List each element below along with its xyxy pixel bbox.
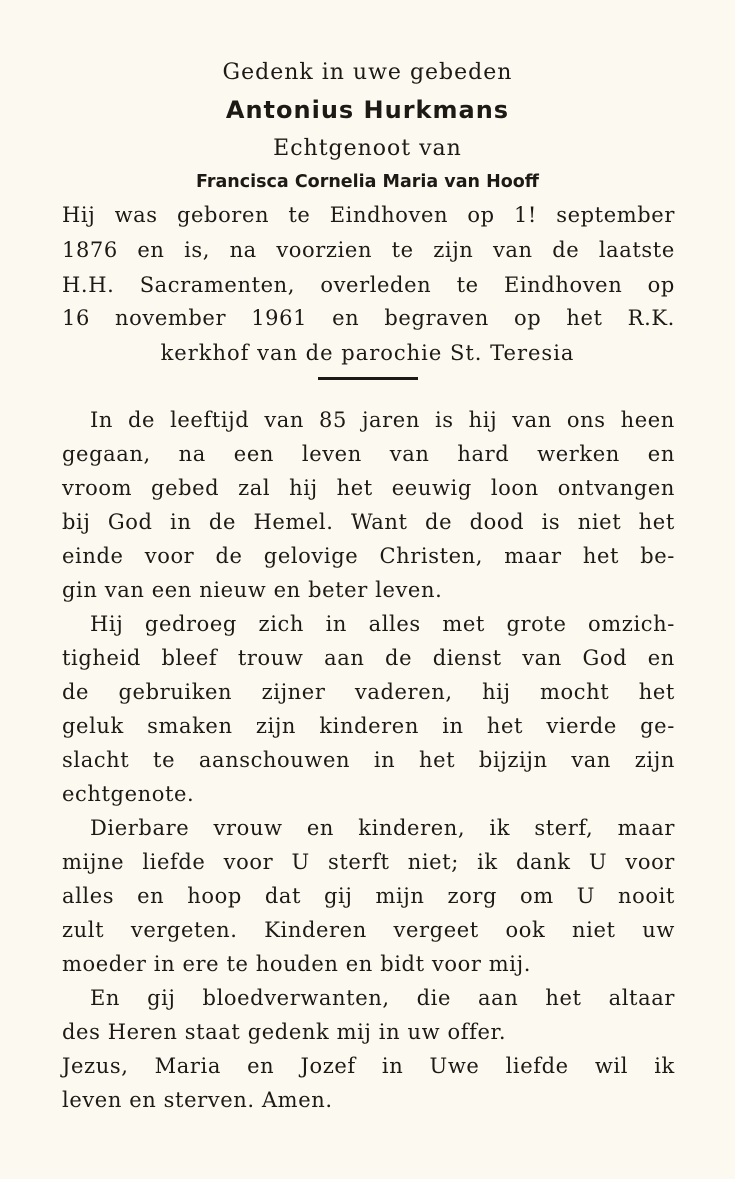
word: Jozef <box>300 1054 356 1078</box>
word: gij <box>147 986 176 1010</box>
word: in <box>381 1054 404 1078</box>
word: het <box>638 510 675 534</box>
word: november <box>115 306 227 330</box>
word: de <box>552 238 580 262</box>
word: de <box>62 680 90 704</box>
word: in <box>373 748 396 772</box>
word: en <box>137 238 165 262</box>
word: eeuwig <box>391 476 472 500</box>
word: het <box>566 306 603 330</box>
word: altaar <box>608 986 675 1010</box>
word: zijner <box>261 680 326 704</box>
paragraph-line <box>62 444 675 465</box>
word: van <box>264 408 305 432</box>
word: zijn <box>433 238 474 262</box>
paragraph-line: leven en sterven. Amen. <box>62 1088 333 1112</box>
word: het <box>545 986 582 1010</box>
word: ik <box>654 1054 675 1078</box>
word: het <box>336 476 373 500</box>
word: einde <box>62 544 124 568</box>
word: vaderen, <box>354 680 453 704</box>
word: te <box>391 238 414 262</box>
word: is, <box>184 238 211 262</box>
word: niet; <box>407 850 459 874</box>
bio-line: kerkhof van de parochie St. Teresia <box>160 341 575 365</box>
word: kinderen <box>319 714 419 738</box>
word: gebed <box>151 476 220 500</box>
word: het <box>486 714 524 738</box>
word: alles <box>368 612 421 636</box>
word: is <box>434 408 454 432</box>
word: Jezus, <box>62 1054 129 1078</box>
word: Maria <box>154 1054 221 1078</box>
word: 1961 <box>251 306 308 330</box>
word: sterft <box>327 850 390 874</box>
word: R.K. <box>627 306 675 330</box>
word: voor <box>144 544 195 568</box>
word: leven <box>301 442 362 466</box>
word: Hij <box>90 612 124 636</box>
word: en <box>332 306 360 330</box>
deceased-name: Antonius Hurkmans <box>225 96 510 124</box>
word: be- <box>640 544 675 568</box>
word: 85 <box>319 408 347 432</box>
word: zich <box>258 612 305 636</box>
word: om <box>520 884 554 908</box>
word: laatste <box>598 238 675 262</box>
word: de <box>425 510 453 534</box>
word: gedroeg <box>144 612 237 636</box>
bio-line <box>62 275 675 296</box>
bio-line <box>62 308 675 329</box>
paragraph-line <box>62 682 675 703</box>
word: ik <box>489 816 511 840</box>
word: bleef <box>161 646 218 670</box>
word: zijn <box>255 714 297 738</box>
word: de <box>208 510 236 534</box>
word: vergeet <box>393 918 479 942</box>
word: zorg <box>447 884 498 908</box>
word: bloedverwanten, <box>202 986 390 1010</box>
word: dank <box>515 850 571 874</box>
paragraph-line <box>62 1056 675 1077</box>
word: gij <box>324 884 353 908</box>
word: ge- <box>640 714 675 738</box>
word: vierde <box>546 714 617 738</box>
word: 1! <box>513 203 537 227</box>
word: een <box>233 442 274 466</box>
word: maar <box>504 544 562 568</box>
word: zult <box>62 918 105 942</box>
paragraph-line: moeder in ere te houden en bidt voor mij. <box>62 952 531 976</box>
word: Kinderen <box>264 918 367 942</box>
word: wil <box>594 1054 629 1078</box>
paragraph-line <box>90 410 675 431</box>
paragraph-line: echtgenote. <box>62 782 195 806</box>
bio-line <box>62 240 675 261</box>
word: van <box>492 238 533 262</box>
paragraph-line <box>62 886 675 907</box>
word: na <box>229 238 257 262</box>
word: omzich- <box>588 612 675 636</box>
word: liefde <box>142 850 206 874</box>
paragraph-line <box>62 648 675 669</box>
word: dood <box>469 510 525 534</box>
word: H.H. <box>62 273 115 297</box>
paragraph-line <box>62 852 675 873</box>
word: en <box>647 646 675 670</box>
word: de <box>385 646 413 670</box>
word: aan <box>478 986 519 1010</box>
word: in <box>442 714 464 738</box>
word: in <box>325 612 348 636</box>
intro-text: Gedenk in uwe gebeden <box>222 60 513 85</box>
word: kinderen, <box>358 816 466 840</box>
word: In <box>90 408 114 432</box>
word: niet <box>572 918 616 942</box>
word: na <box>178 442 206 466</box>
word: grote <box>506 612 567 636</box>
word: God <box>107 510 153 534</box>
word: van <box>522 646 562 670</box>
word: bijzijn <box>478 748 548 772</box>
word: ik <box>477 850 498 874</box>
word: liefde <box>505 1054 569 1078</box>
word: slacht <box>62 748 130 772</box>
word: september <box>556 203 675 227</box>
word: Christen, <box>379 544 484 568</box>
word: U <box>291 850 310 874</box>
word: gegaan, <box>62 442 151 466</box>
word: van <box>389 442 430 466</box>
word: met <box>442 612 485 636</box>
word: loon <box>490 476 539 500</box>
word: te <box>288 203 311 227</box>
word: vrouw <box>213 816 283 840</box>
paragraph-line: gin van een nieuw en beter leven. <box>62 578 443 602</box>
word: gebruiken <box>118 680 233 704</box>
word: 1876 <box>62 238 118 262</box>
word: U <box>588 850 608 874</box>
word: gelovige <box>263 544 359 568</box>
word: mocht <box>540 680 610 704</box>
paragraph-line <box>90 614 675 635</box>
word: Eindhoven <box>329 203 449 227</box>
paragraph-line <box>62 512 675 533</box>
spouse-name: Francisca Cornelia Maria van Hooff <box>196 172 539 192</box>
word: vergeten. <box>130 918 238 942</box>
word: Hemel. <box>253 510 334 534</box>
word: geluk <box>62 714 124 738</box>
word: aanschouwen <box>198 748 351 772</box>
word: van <box>571 748 612 772</box>
word: ons <box>566 408 606 432</box>
word: geboren <box>176 203 270 227</box>
word: te <box>456 273 479 297</box>
word: mijn <box>375 884 425 908</box>
word: nooit <box>618 884 675 908</box>
word: Eindhoven <box>503 273 623 297</box>
word: van <box>512 408 552 432</box>
word: te <box>153 748 176 772</box>
word: de <box>128 408 156 432</box>
word: Uwe <box>429 1054 480 1078</box>
word: voorzien <box>276 238 373 262</box>
word: smaken <box>147 714 233 738</box>
word: voor <box>223 850 274 874</box>
word: die <box>416 986 452 1010</box>
word: het <box>582 544 620 568</box>
word: in <box>170 510 192 534</box>
paragraph-line <box>62 716 675 737</box>
paragraph-line <box>62 750 675 771</box>
word: hij <box>482 680 511 704</box>
word: Want <box>350 510 408 534</box>
paragraph-line <box>62 478 675 499</box>
word: begraven <box>384 306 489 330</box>
word: leeftijd <box>170 408 250 432</box>
word: dat <box>264 884 302 908</box>
word: het <box>419 748 456 772</box>
word: op <box>647 273 675 297</box>
word: dienst <box>432 646 502 670</box>
word: en <box>306 816 334 840</box>
word: Dierbare <box>90 816 190 840</box>
word: het <box>638 680 675 704</box>
word: op <box>513 306 542 330</box>
word: trouw <box>237 646 304 670</box>
word: en <box>247 1054 275 1078</box>
word: zijn <box>634 748 675 772</box>
word: overleden <box>320 273 432 297</box>
word: hard <box>457 442 510 466</box>
word: werken <box>537 442 620 466</box>
paragraph-line: des Heren staat gedenk mij in uw offer. <box>62 1020 507 1044</box>
word: U <box>576 884 596 908</box>
bio-line <box>62 205 675 226</box>
word: vroom <box>62 476 133 500</box>
word: is <box>541 510 561 534</box>
word: was <box>114 203 158 227</box>
word: en <box>647 442 675 466</box>
word: op <box>467 203 495 227</box>
word: ook <box>505 918 546 942</box>
spouse-label: Echtgenoot van <box>273 136 462 161</box>
word: niet <box>577 510 622 534</box>
word: uw <box>642 918 675 942</box>
word: tigheid <box>62 646 141 670</box>
word: voor <box>625 850 675 874</box>
paragraph-line <box>90 818 675 839</box>
word: En <box>90 986 121 1010</box>
word: jaren <box>361 408 420 432</box>
word: maar <box>617 816 675 840</box>
word: zal <box>238 476 271 500</box>
word: mijne <box>62 850 125 874</box>
word: bij <box>62 510 91 534</box>
word: de <box>215 544 243 568</box>
word: hij <box>289 476 318 500</box>
word: Sacramenten, <box>139 273 296 297</box>
word: ontvangen <box>557 476 675 500</box>
divider <box>318 377 418 380</box>
word: aan <box>324 646 365 670</box>
word: Hij <box>62 203 96 227</box>
word: hij <box>468 408 498 432</box>
word: hoop <box>187 884 242 908</box>
word: 16 <box>62 306 90 330</box>
paragraph-line <box>62 546 675 567</box>
word: heen <box>620 408 675 432</box>
paragraph-line <box>90 988 675 1009</box>
paragraph-line <box>62 920 675 941</box>
word: en <box>137 884 165 908</box>
word: alles <box>62 884 115 908</box>
word: God <box>582 646 628 670</box>
word: sterf, <box>534 816 594 840</box>
